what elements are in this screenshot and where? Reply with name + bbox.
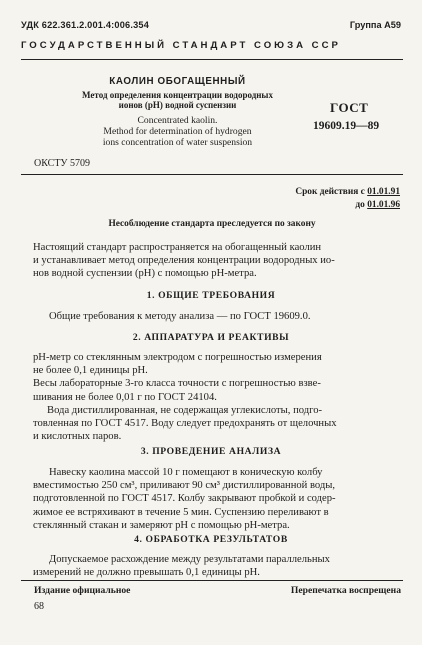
section-2-line5: Вода дистиллированная, не содержащая углекислоты, подго-	[47, 404, 323, 416]
section-3-title: 3. ПРОВЕДЕНИЕ АНАЛИЗА	[140, 446, 282, 457]
title-block-ru	[70, 76, 285, 148]
section-4-line2: измерений не должно превышать 0,1 единицы pH.	[33, 567, 260, 579]
gost-number: 19609.19—89	[313, 120, 380, 132]
standard-title: ГОСУДАРСТВЕННЫЙ СТАНДАРТ СОЮЗА ССР	[21, 40, 341, 51]
section-3-line1: Навеску каолина массой 10 г помещают в коническую колбу	[49, 467, 323, 478]
validity-from-date: 01.01.91	[367, 187, 400, 197]
footer-reprint-prohibited: Перепечатка воспрещена	[290, 585, 401, 596]
page-number: 68	[34, 601, 44, 612]
validity-line1	[295, 187, 400, 197]
title-rule	[21, 174, 403, 175]
footer-rule	[21, 580, 403, 581]
header-rule	[21, 59, 403, 60]
title-en-line2: Method for determination of hydrogen	[103, 126, 252, 137]
section-4-text	[33, 553, 403, 579]
group-code: Группа А59	[349, 20, 401, 30]
section-4-line1: Допускаемое расхождение между результатами параллельных	[49, 554, 330, 565]
footer-official-edition: Издание официальное	[34, 585, 131, 596]
section-1-title: 1. ОБЩИЕ ТРЕБОВАНИЯ	[146, 290, 276, 301]
section-3-text	[33, 466, 403, 532]
validity-from-label: Срок действия с	[295, 187, 365, 197]
section-2-line1: pH-метр со стеклянным электродом с погрешностью измерения	[33, 352, 322, 363]
gost-label: ГОСТ	[330, 100, 369, 115]
title-en-line1: Concentrated kaolin.	[137, 115, 218, 126]
section-3-line5: стеклянный стакан и замеряют pH с помощью pH-метра.	[33, 519, 290, 531]
section-2-line7: и кислотных паров.	[33, 431, 122, 443]
method-title-line1: Метод определения концентрации водородных	[82, 90, 273, 100]
intro-line2: и устанавливает метод определения концентрации водородных ио-	[33, 255, 335, 267]
section-2-line4: шивания не более 0,01 г по ГОСТ 24104.	[33, 391, 217, 403]
intro-line3: нов водной суспензии (pH) с помощью pH-метра.	[33, 268, 257, 280]
intro-paragraph	[33, 241, 403, 281]
validity-to-date: 01.01.96	[367, 200, 400, 210]
section-4-title: 4. ОБРАБОТКА РЕЗУЛЬТАТОВ	[134, 534, 288, 545]
validity-to-label: до	[355, 200, 365, 210]
udk-code: УДК 622.361.2.001.4:006.354	[21, 20, 150, 30]
section-1-line1: Общие требования к методу анализа — по ГОСТ 19609.0.	[49, 311, 311, 322]
section-2-line2: не более 0,1 единицы pH.	[33, 365, 148, 377]
method-title-line2: ионов (pH) водной суспензии	[118, 100, 237, 110]
section-2-text	[33, 351, 403, 443]
section-1-text	[49, 310, 403, 323]
okstu-code: ОКСТУ 5709	[34, 158, 91, 169]
section-3-line4: жимое ее встряхивают в течение 5 мин. Суспензию переливают в	[33, 506, 329, 518]
title-en-line3: ions concentration of water suspension	[102, 137, 253, 148]
product-name: КАОЛИН ОБОГАЩЕННЫЙ	[109, 76, 246, 87]
section-3-line2: вместимостью 250 см³, приливают 90 см³ дистиллированной воды,	[33, 480, 336, 492]
validity-line2	[355, 200, 400, 210]
violation-note: Несоблюдение стандарта преследуется по закону	[108, 219, 316, 229]
section-3-line3: подготовленной по ГОСТ 4517. Колбу закрывают пробкой и содер-	[33, 493, 336, 505]
intro-line1: Настоящий стандарт распространяется на обогащенный каолин	[33, 242, 322, 253]
section-2-line6: товленная по ГОСТ 4517. Воду следует предохранять от щелочных	[33, 418, 337, 430]
section-2-line3: Весы лабораторные 3-го класса точности с погрешностью взве-	[33, 378, 321, 390]
section-2-title: 2. АППАРАТУРА И РЕАКТИВЫ	[132, 332, 290, 343]
